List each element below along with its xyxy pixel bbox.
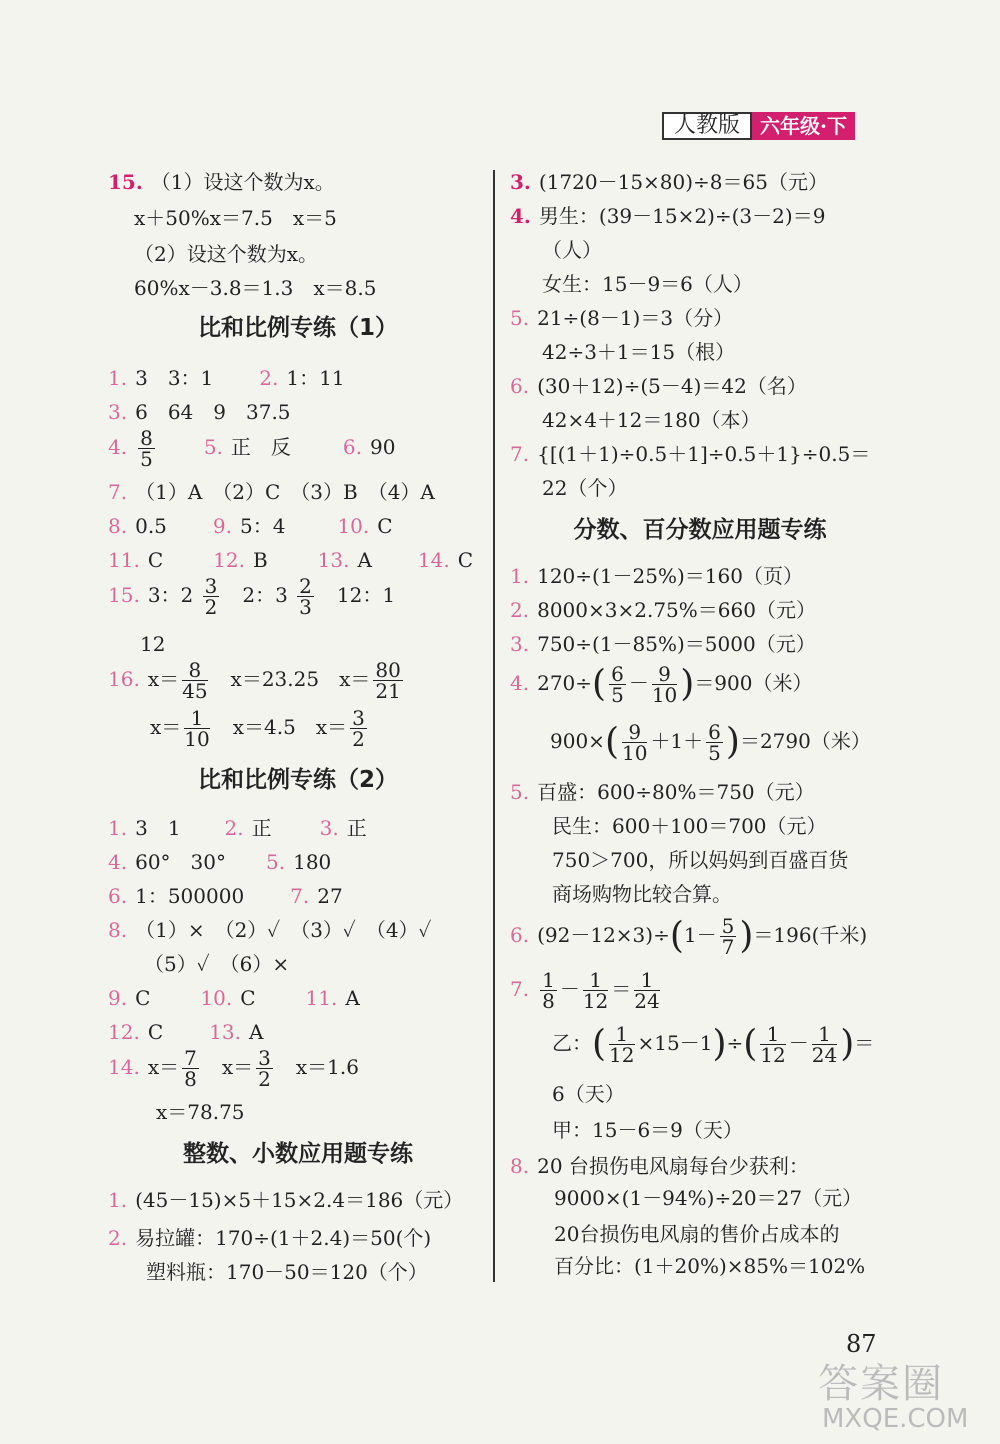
answer-line: 3. 6 64 9 37.5 [108,400,291,424]
edition-header [662,112,855,140]
page-number: 87 [846,1330,877,1358]
answer-line: 6（天） [552,1082,625,1106]
answer-line: 商场购物比较合算。 [552,882,732,906]
fraction: $\frac{80}{21}$ [375,658,401,703]
section-title: 比和比例专练（2） [197,767,398,793]
answer-line: 8. 20 台损伤电风扇每台少获利： [510,1154,809,1178]
answer-line: 7. （1）A （2）C （3）B （4）A [108,480,435,504]
fraction: $\frac{8}{5}$ [140,426,153,471]
answer-line: 15. 3：2 $\frac{3}{2}$ 2：3 $\frac{2}{3}$ 12：1 [108,574,396,619]
answer-line: 7. $\frac{1}{8}$ － $\frac{1}{12}$ ＝ $\frac{1}{24}$ [510,968,660,1013]
answer-line: 3. 750÷(1－85%)＝5000（元） [510,632,816,656]
fraction: $\frac{1}{24}$ [634,968,660,1013]
answer-line: 7. {[(1＋1)÷0.5＋1]÷0.5＋1}÷0.5＝ [510,442,871,466]
answer-line: 1. (45－15)×5＋15×2.4＝186（元） [108,1188,464,1212]
fraction: $\frac{1}{24}$ [811,1022,838,1067]
answer-line: 750＞700，所以妈妈到百盛百货 [552,848,849,872]
answer-line: 14. x＝ $\frac{7}{8}$ x＝ $\frac{3}{2}$ x＝1.6 [108,1046,359,1091]
section-title: 整数、小数应用题专练 [183,1141,413,1167]
fraction: $\frac{2}{3}$ [299,574,312,619]
fraction: $\frac{9}{10}$ [651,662,678,707]
answer-line: 42×4＋12＝180（本） [542,408,761,432]
answer-line: x＝78.75 [156,1100,245,1124]
answer-line: x＝ $\frac{1}{10}$ x＝4.5 x＝ $\frac{3}{2}$ [150,706,365,751]
fraction: $\frac{1}{12}$ [609,1022,635,1067]
answer-line: 4. 270÷( $\frac{6}{5}$ － $\frac{9}{10}$ )＝900（米） [510,662,813,707]
section-title: 分数、百分数应用题专练 [573,517,827,543]
column-divider [493,170,495,1282]
answer-line: 11. C 12. B 13. A 14. C [108,548,474,572]
answer-15: 15. （1）设这个数为x。 [108,170,335,194]
answer-line: 5. 21÷(8－1)＝3（分） [510,306,734,330]
answer-line: 百分比：(1＋20%)×85%＝102% [554,1254,866,1278]
answer-line: 4. $\frac{8}{5}$ 5. 正 反 6. 90 [108,426,396,471]
answer-line: 12. C 13. A [108,1020,264,1044]
answer-line: 塑料瓶：170－50＝120（个） [146,1260,428,1284]
fraction: $\frac{3}{2}$ [204,574,218,619]
answer-line: 3. (1720－15×80)÷8＝65（元） [510,170,828,194]
answer-line: 4. 男生：(39－15×2)÷(3－2)＝9 [510,204,826,228]
answer-line: 9000×(1－94%)÷20＝27（元） [554,1186,863,1210]
watermark-logo: 答案圈 [818,1361,944,1407]
answer-line: 1. 3 1 2. 正 3. 正 [108,816,367,840]
answer-line: 4. 60° 30° 5. 180 [108,850,332,874]
answer-line: 8. （1）× （2）✓ （3）✓ （4）✓ [108,918,432,942]
answer-line: 甲：15－6＝9（天） [552,1118,743,1142]
fraction: $\frac{1}{12}$ [760,1022,786,1067]
answer-line: 乙：( $\frac{1}{12}$ ×15－1)÷( $\frac{1}{12}$ － $\frac{1}{24}$ )＝ [552,1022,875,1067]
answer-line: 20台损伤电风扇的售价占成本的 [554,1222,840,1246]
answer-line: 900×( $\frac{9}{10}$ ＋1＋ $\frac{6}{5}$ )＝2790（米） [550,720,871,765]
watermark-url: MXQE.COM [822,1404,969,1434]
answer-line: 1. 3 3：1 2. 1：11 [108,366,345,390]
answer-line: 1. 120÷(1－25%)＝160（页） [510,564,803,588]
answer-line: （2）设这个数为x。 [134,242,319,266]
answer-line: 12 [140,632,166,656]
fraction: $\frac{5}{7}$ [721,914,735,959]
fraction: $\frac{7}{8}$ [184,1046,197,1091]
edition-label: 人教版 [662,112,752,140]
fraction: $\frac{3}{2}$ [258,1046,271,1091]
answer-line: 9. C 10. C 11. A [108,986,360,1010]
answer-line: 6. (30＋12)÷(5－4)＝42（名） [510,374,807,398]
answer-line: 5. 百盛：600÷80%＝750（元） [510,780,815,804]
answer-line: 42÷3＋1＝15（根） [542,340,736,364]
answer-line: 16. x＝ $\frac{8}{45}$ x＝23.25 x＝ $\frac{80}{21}$ [108,658,401,703]
answer-line: （人） [542,238,602,262]
answer-line: 2. 8000×3×2.75%＝660（元） [510,598,816,622]
answer-line: x＋50%x＝7.5 x＝5 [134,206,337,230]
answer-line: 6. (92－12×3)÷(1－ $\frac{5}{7}$ )＝196(千米) [510,914,868,959]
fraction: $\frac{6}{5}$ [611,662,624,707]
fraction: $\frac{1}{10}$ [184,706,210,751]
answer-line: 60%x－3.8＝1.3 x＝8.5 [134,276,377,300]
answer-line: 女生：15－9＝6（人） [542,272,753,296]
fraction: $\frac{9}{10}$ [621,720,648,765]
answer-line: 民生：600＋100＝700（元） [552,814,827,838]
answer-line: 6. 1：500000 7. 27 [108,884,343,908]
fraction: $\frac{8}{45}$ [182,658,208,703]
section-title: 比和比例专练（1） [197,315,398,341]
grade-label: 六年级·下 [752,112,855,140]
fraction: $\frac{1}{8}$ [542,968,555,1013]
fraction: $\frac{1}{12}$ [582,968,609,1013]
fraction: $\frac{6}{5}$ [708,720,721,765]
answer-line: 22（个） [542,476,628,500]
answer-line: （5）✓ （6）× [144,952,290,976]
fraction: $\frac{3}{2}$ [352,706,365,751]
answer-line: 2. 易拉罐：170÷(1＋2.4)＝50(个) [108,1226,432,1250]
answer-line: 8. 0.5 9. 5：4 10. C [108,514,393,538]
